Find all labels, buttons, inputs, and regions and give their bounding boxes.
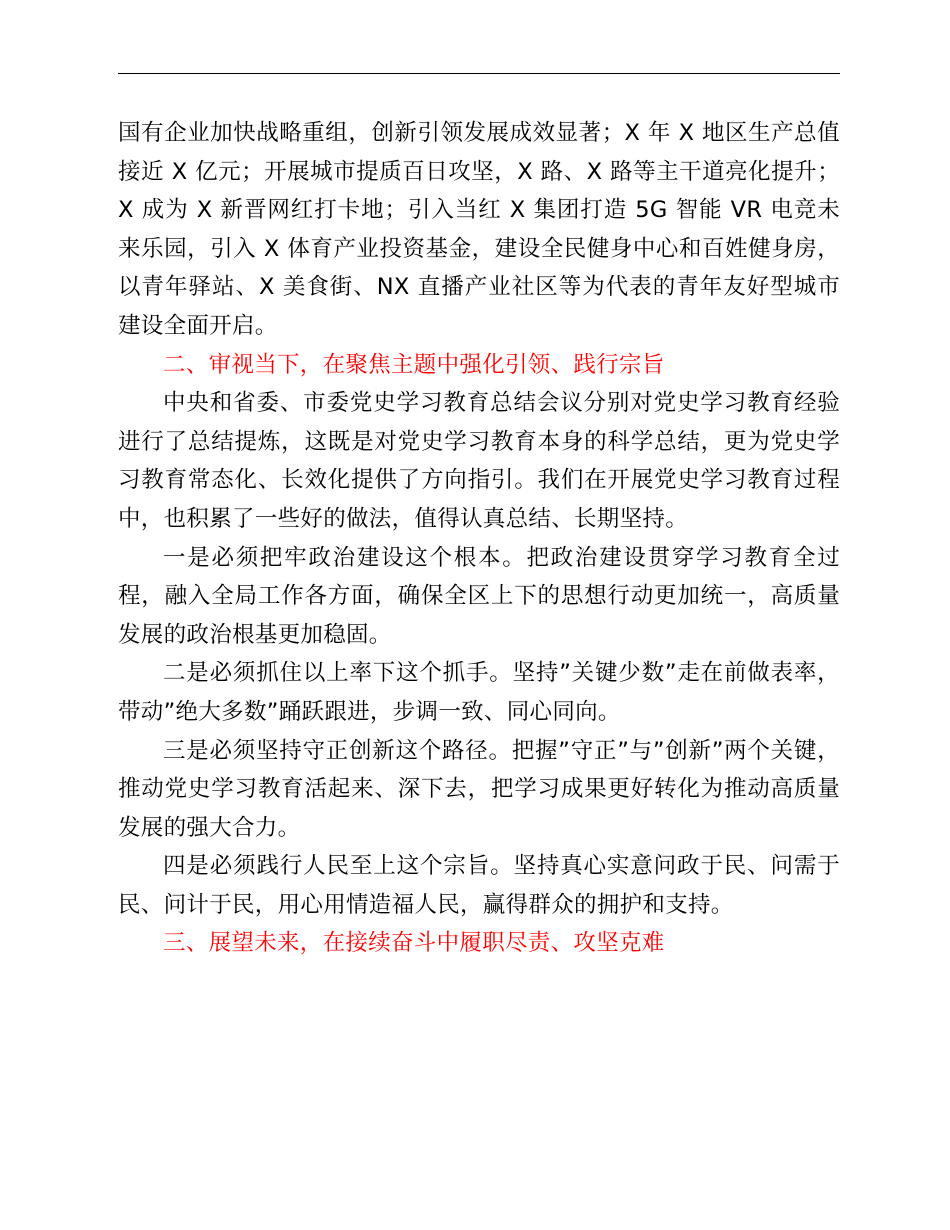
section-heading-two: 二、审视当下，在聚焦主题中强化引领、践行宗旨 — [163, 351, 665, 378]
header-rule — [118, 73, 840, 74]
document-body — [118, 114, 840, 963]
paragraph-summary: 中央和省委、市委党史学习教育总结会议分别对党史学习教育经验进行了总结提炼，这既是对党史学习教育本身的科学总结，更为党史学习教育常态化、长效化提供了方向指引。我们在开展党史学习教育过程中，也积累了一些好的做法，值得认真总结、长期坚持。 — [118, 390, 840, 532]
paragraph-point-three: 三是必须坚持守正创新这个路径。把握”守正”与”创新”两个关键，推动党史学习教育活起来、深下去，把学习成果更好转化为推动高质量发展的强大合力。 — [118, 737, 840, 841]
section-heading-three: 三、展望未来，在接续奋斗中履职尽责、攻坚克难 — [163, 930, 665, 957]
paragraph-achievements: 国有企业加快战略重组，创新引领发展成效显著；X 年 X 地区生产总值接近 X 亿元；开展城市提质百日攻坚，X 路、X 路等主干道亮化提升；X 成为 X 新晋网红打卡地；引入当红 X 集团打造 5G 智能 VR 电竞未来乐园，引入 X 体育产业投资基金，建设全民健身中心和百姓健身房，以青年驿站、X 美食街、NX 直播产业社区等为代表的青年友好型城市建设全面开启。 — [118, 120, 840, 339]
paragraph-point-two: 二是必须抓住以上率下这个抓手。坚持”关键少数”走在前做表率，带动”绝大多数”踊跃跟进，步调一致、同心同向。 — [118, 660, 840, 725]
paragraph-point-four: 四是必须践行人民至上这个宗旨。坚持真心实意问政于民、问需于民、问计于民，用心用情造福人民，赢得群众的拥护和支持。 — [118, 853, 840, 918]
paragraph-point-one: 一是必须把牢政治建设这个根本。把政治建设贯穿学习教育全过程，融入全局工作各方面，确保全区上下的思想行动更加统一，高质量发展的政治根基更加稳固。 — [118, 544, 840, 648]
